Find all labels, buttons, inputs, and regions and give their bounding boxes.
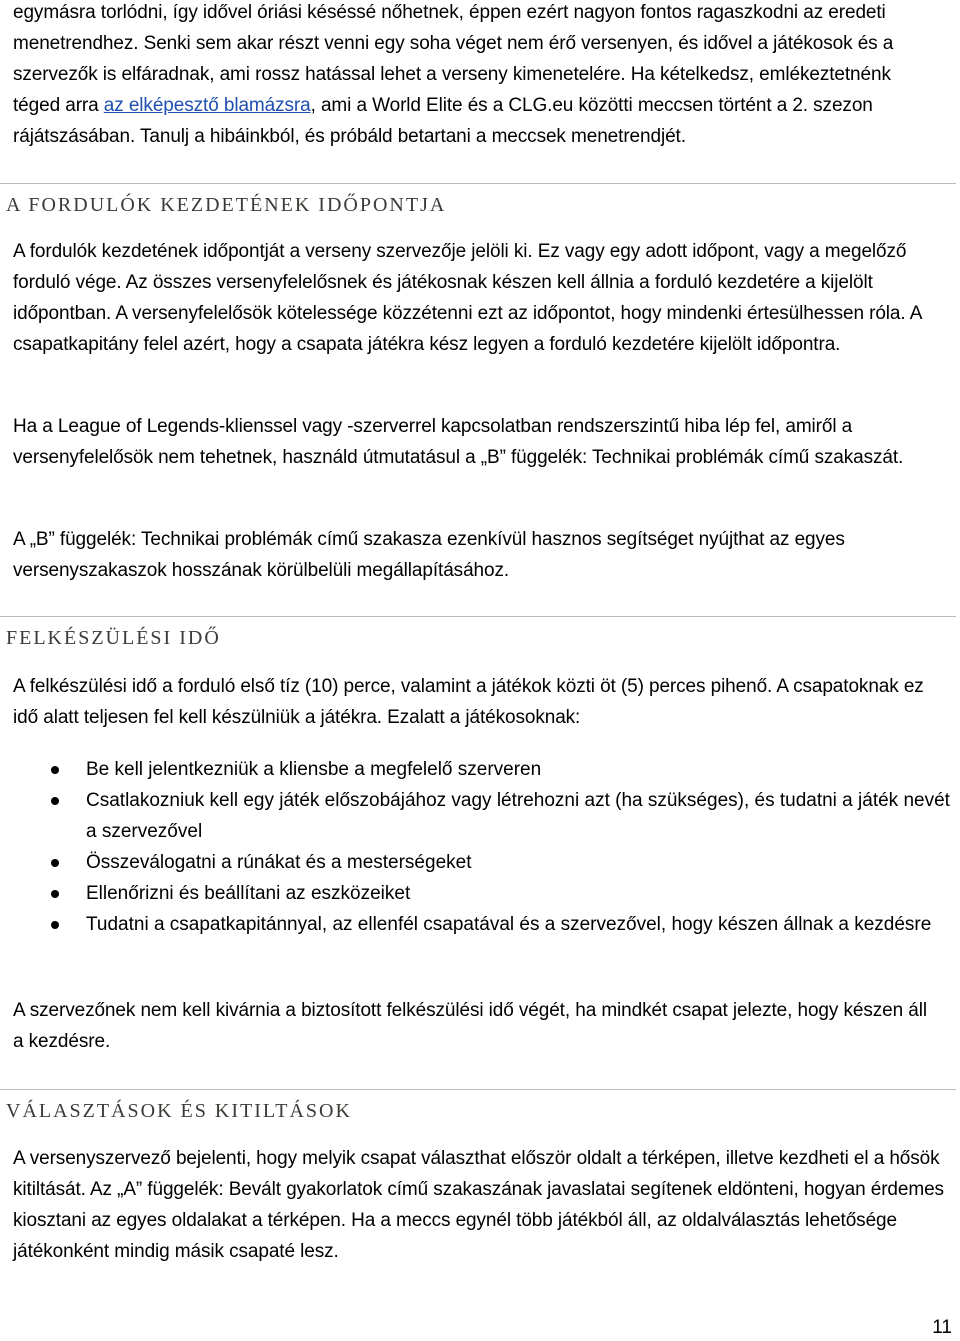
preparation-task-list <box>13 754 953 940</box>
list-item <box>13 754 953 785</box>
intro-line-4 <box>13 90 953 121</box>
section-heading-forduloк-kezdete: A FORDULÓK KEZDETÉNEK IDŐPONTJA <box>6 194 447 216</box>
bullet-icon <box>51 890 59 898</box>
section1-paragraph-3: A „B” függelék: Technikai problémák című szakasza ezenkívül hasznos segítséget nyújthat az egyes versenyszakaszok hosszának körülbelüli megállapításához. <box>13 529 845 581</box>
intro-paragraph <box>13 0 953 152</box>
section3-paragraph-1: A versenyszervező bejelenti, hogy melyik csapat választhat először oldalt a térképen, illetve kezdheti el a hősök kitiltását. Az „A” függelék: Bevált gyakorlatok című szakaszának javaslatai segítenek eldönteni, hogyan érdemes kiosztani az egyes oldalakat a térképen. Ha a meccs egynél több játékból áll, az oldalválasztás lehetősége játékonként mindig másik csapaté lesz. <box>13 1148 944 1262</box>
intro-line-5: rájátszásában. Tanulj a hibáinkból, és próbáld betartani a meccsek menetrendjét. <box>13 126 686 147</box>
bullet-icon <box>51 797 59 805</box>
page-number: 11 <box>932 1317 952 1338</box>
intro-line-4-after: , ami a World Elite és a CLG.eu közötti meccsen történt a 2. szezon <box>310 95 873 116</box>
section-heading-box-2 <box>0 616 956 661</box>
section-heading-box-1 <box>0 183 956 228</box>
list-item <box>13 785 953 847</box>
intro-line-4-before: téged arra <box>13 95 104 116</box>
section1-paragraph-2: Ha a League of Legends-klienssel vagy -szerverrel kapcsolatban rendszerszintű hiba lép fel, amiről a versenyfelelősök nem tehetnek, használd útmutatásul a „B” függelék: Technikai problémák című szakaszát. <box>13 416 904 468</box>
bullet-icon <box>51 766 59 774</box>
list-item-text: Ellenőrizni és beállítani az eszközeiket <box>86 883 411 904</box>
section1-paragraph-1: A fordulók kezdetének időpontját a verseny szervezője jelöli ki. Ez vagy egy adott időpont, vagy a megelőző forduló vége. Az összes versenyfelelősnek és játékosnak készen kell állnia a forduló kezdetére a kijelölt időpontban. A versenyfelelősök kötelessége közzétenni ezt az időpontot, hogy mindenki értesülhessen róla. A csapatkapitány felel azért, hogy a csapata játékra kész legyen a forduló kezdetére kijelölt időpontra. <box>13 241 922 355</box>
intro-line-2: menetrendhez. Senki sem akar részt venni egy soha véget nem érő versenyen, és idővel a játékosok és a <box>13 33 894 54</box>
section2-paragraph-2: A szervezőnek nem kell kivárnia a biztosított felkészülési idő végét, ha mindkét csapat jelezte, hogy készen áll a kezdésre. <box>13 1000 927 1052</box>
bullet-icon <box>51 921 59 929</box>
list-item-text: Tudatni a csapatkapitánnyal, az ellenfél csapatával és a szervezővel, hogy készen állnak a kezdésre <box>86 914 932 935</box>
list-item-text: Csatlakozniuk kell egy játék előszobájához vagy létrehozni azt (ha szükséges), és tudatni a játék nevét a szervezővel <box>86 790 950 842</box>
list-item-text: Be kell jelentkezniük a kliensbe a megfelelő szerveren <box>86 759 542 780</box>
bullet-icon <box>51 859 59 867</box>
intro-line-1: egymásra torlódni, így idővel óriási késéssé nőhetnek, éppen ezért nagyon fontos ragaszkodni az eredeti <box>13 2 886 23</box>
list-item <box>13 909 953 940</box>
blamazs-link[interactable]: az elképesztő blamázsra <box>103 95 311 116</box>
list-item <box>13 878 953 909</box>
list-item <box>13 847 953 878</box>
section-heading-felkeszulesi-ido: FELKÉSZÜLÉSI IDŐ <box>6 627 221 649</box>
list-item-text: Összeválogatni a rúnákat és a mesterségeket <box>86 852 472 873</box>
section2-paragraph-1: A felkészülési idő a forduló első tíz (10) perce, valamint a játékok közti öt (5) perces pihenő. A csapatoknak ez idő alatt teljesen fel kell készülniük a játékra. Ezalatt a játékosoknak: <box>13 676 924 728</box>
intro-line-3: szervezők is elfáradnak, ami rossz hatással lehet a verseny kimenetelére. Ha kételkedsz, emlékeztetnénk <box>13 64 891 85</box>
section-heading-box-3 <box>0 1089 956 1134</box>
section-heading-valasztasok-kitiltasok: VÁLASZTÁSOK ÉS KITILTÁSOK <box>6 1100 352 1122</box>
